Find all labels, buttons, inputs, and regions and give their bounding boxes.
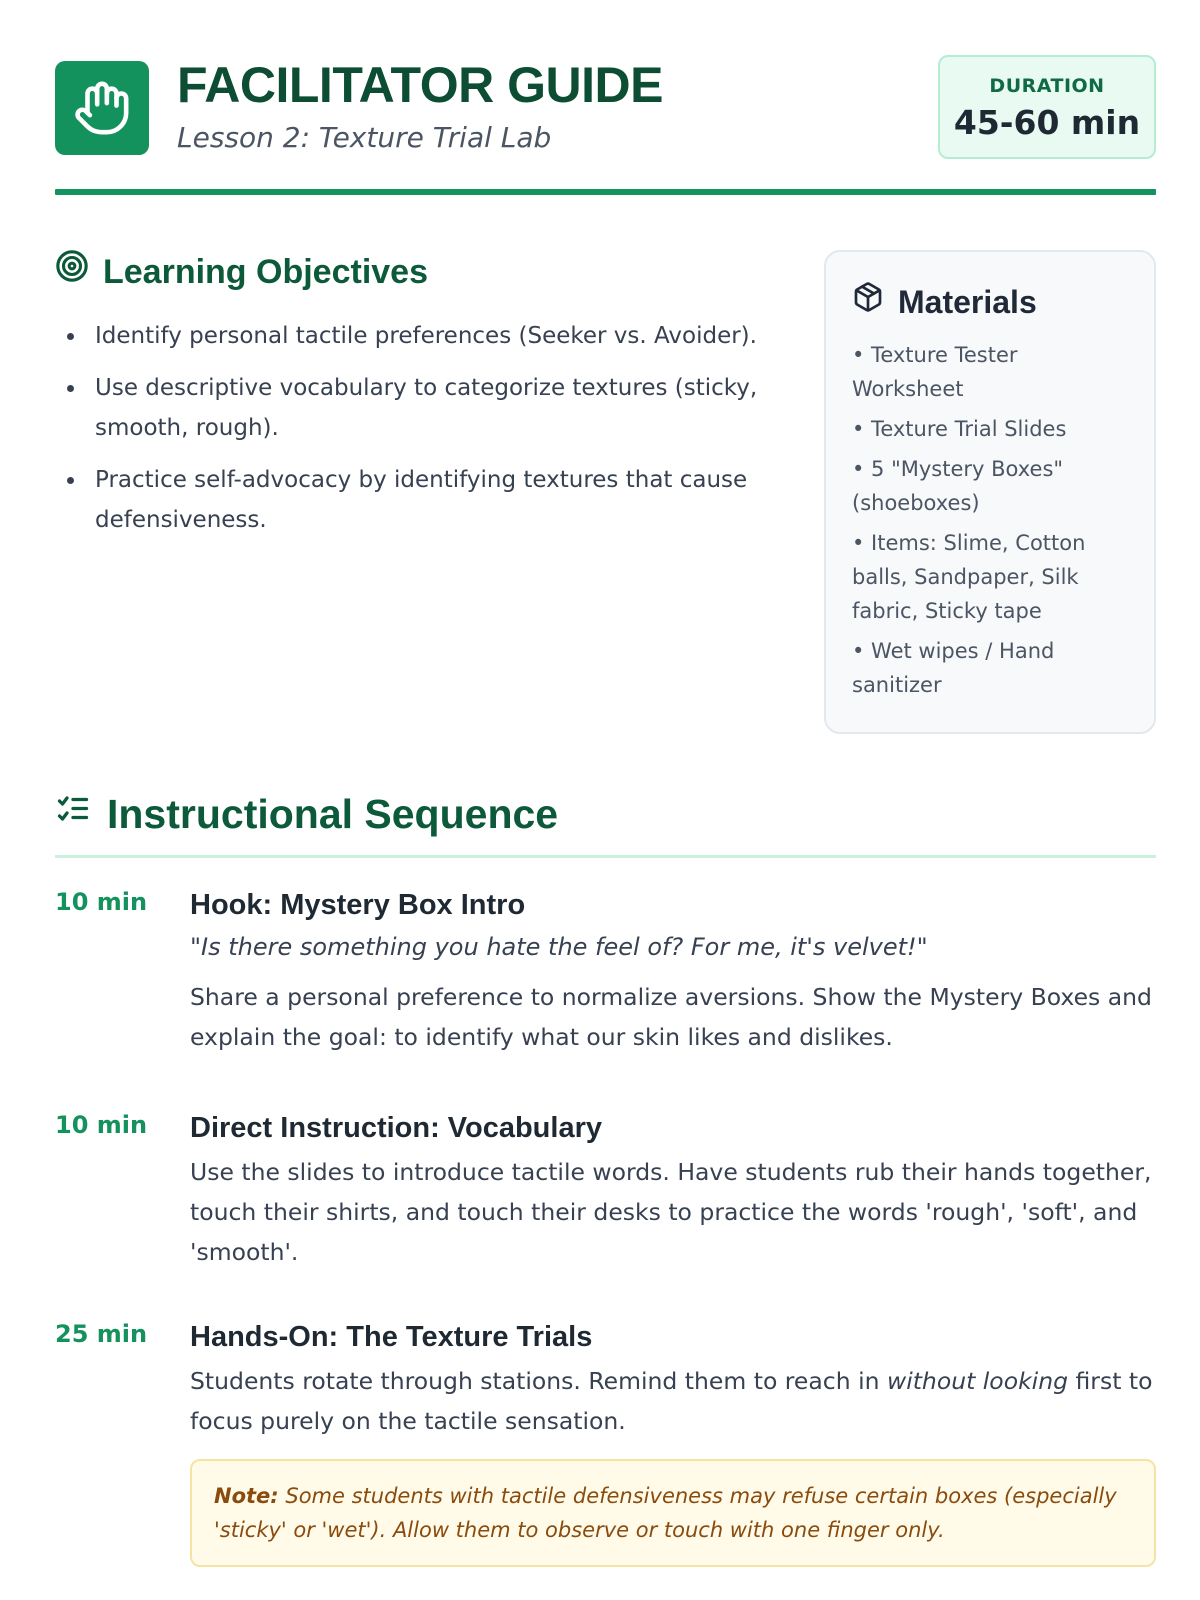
list-item: • Texture Trial Slides [852,417,1067,441]
header-divider [55,189,1156,195]
sequence-heading [55,786,558,842]
hand-icon [55,61,149,155]
materials-heading [852,280,1128,324]
step-description [190,1361,1156,1441]
note-label: Note: [214,1484,279,1508]
list-item: Identify personal tactile preferences (Seeker vs. Avoider). [55,316,795,356]
list-item: • Wet wipes / Hand sanitizer [852,639,1055,697]
step-description: Use the slides to introduce tactile words. Have students rub their hands together, touch their shirts, and touch their desks to practice the words 'rough', 'soft', and 'smooth'. [190,1158,1152,1266]
checklist-icon [55,786,91,842]
step-heading: Direct Instruction: Vocabulary [190,1112,602,1144]
step-body [190,1317,1156,1567]
step-quote: "Is there something you hate the feel of? For me, it's velvet!" [190,933,928,961]
target-icon [55,248,89,296]
step-text-emphasis: without looking [886,1367,1069,1395]
list-item: • Texture Tester Worksheet [852,343,1018,401]
sequence-divider [55,855,1156,858]
step-time: 10 min [55,1111,148,1139]
step-heading: Hands-On: The Texture Trials [190,1321,593,1353]
step-description: Share a personal preference to normalize aversions. Show the Mystery Boxes and explain the goal: to identify what our skin likes and dislikes. [190,983,1152,1051]
step-time: 25 min [55,1320,148,1348]
step-text-end: first to focus purely on the tactile sensation. [190,1367,1153,1435]
step-time: 10 min [55,888,148,916]
facilitator-note [190,1459,1156,1567]
duration-badge [938,55,1156,159]
objectives-list [55,316,795,540]
objectives-heading [55,248,795,296]
list-item: Use descriptive vocabulary to categorize textures (sticky, smooth, rough). [55,368,795,448]
sequence-title: Instructional Sequence [107,791,559,837]
materials-title: Materials [898,284,1037,320]
list-item: • 5 "Mystery Boxes" (shoeboxes) [852,457,1064,515]
duration-label: DURATION [989,75,1105,97]
step-text-start: Students rotate through stations. Remind them to reach in [190,1367,887,1395]
page-title: FACILITATOR GUIDE [177,57,663,113]
note-text: Some students with tactile defensiveness may refuse certain boxes (especially 'sticky' or 'wet'). Allow them to observe or touch with one finger only. [214,1484,1117,1542]
list-item: • Items: Slime, Cotton balls, Sandpaper, Silk fabric, Sticky tape [852,531,1086,623]
materials-card [824,250,1156,734]
duration-value: 45-60 min [953,103,1141,142]
step-body [190,885,1156,1057]
step-body [190,1108,1156,1272]
list-item: Practice self-advocacy by identifying textures that cause defensiveness. [55,460,795,540]
step-heading: Hook: Mystery Box Intro [190,889,526,921]
guide-header [55,55,1156,165]
lesson-subtitle: Lesson 2: Texture Trial Lab [177,121,552,154]
objectives-title: Learning Objectives [103,253,428,291]
learning-objectives-section [55,248,795,552]
box-icon [852,280,884,324]
